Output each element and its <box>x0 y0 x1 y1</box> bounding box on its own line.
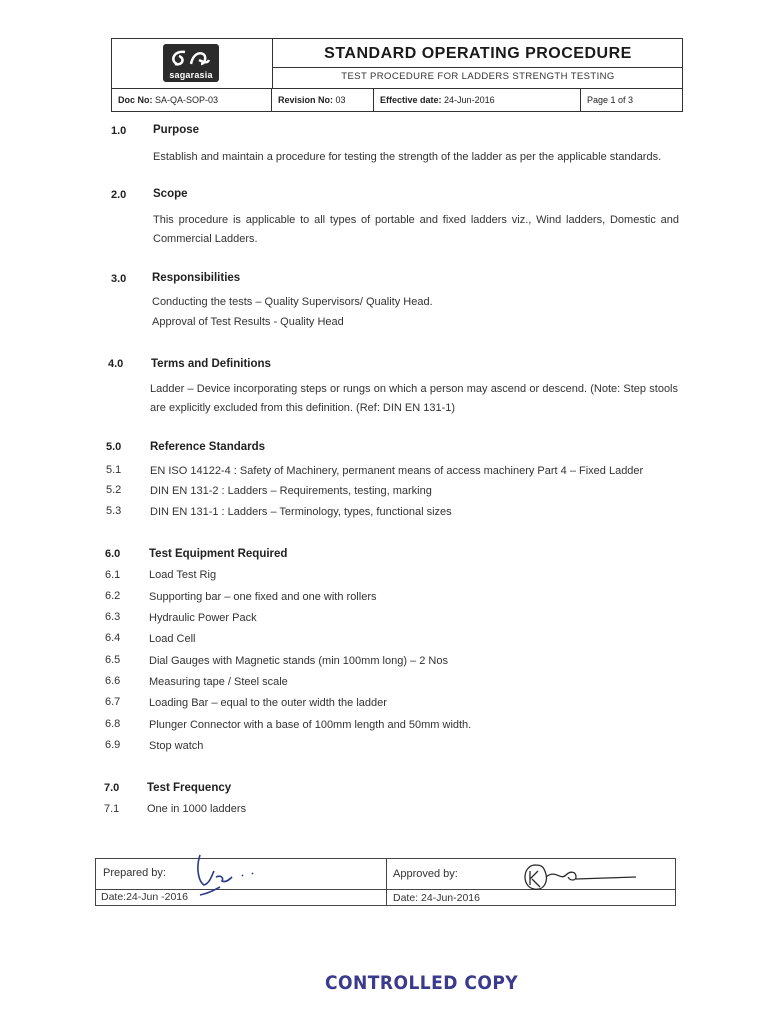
section-1-number: 1.0 <box>111 125 127 137</box>
approver-signature-icon <box>516 857 646 897</box>
section-3-title: Responsibilities <box>152 272 241 284</box>
list-item-number: 5.2 <box>106 484 122 496</box>
section-3-number: 3.0 <box>111 273 127 285</box>
section-1-title: Purpose <box>153 124 200 136</box>
list-item-number: 5.3 <box>106 505 122 517</box>
list-item-number: 6.9 <box>105 739 121 751</box>
section-4-title: Terms and Definitions <box>151 358 271 370</box>
list-item-text: EN ISO 14122-4 : Safety of Machinery, permanent means of access machinery Part 4 – Fixed Ladder <box>150 465 644 477</box>
signoff-divider <box>386 859 387 905</box>
section-3-line-1: Conducting the tests – Quality Supervisors/ Quality Head. <box>152 296 433 308</box>
effective-date: 24-Jun-2016 <box>444 95 495 105</box>
list-item-number: 6.5 <box>105 654 121 666</box>
header-info-row <box>112 88 682 112</box>
controlled-copy-stamp: CONTROLLED COPY <box>325 972 519 994</box>
prepared-date: Date:24-Jun -2016 <box>101 891 188 903</box>
section-6-title: Test Equipment Required <box>149 548 288 560</box>
list-item-text: Loading Bar – equal to the outer width the ladder <box>149 697 387 709</box>
list-item-number: 6.3 <box>105 611 121 623</box>
list-item-text: Supporting bar – one fixed and one with rollers <box>149 591 377 603</box>
header-table <box>111 38 683 112</box>
list-item-text: DIN EN 131-1 : Ladders – Terminology, types, functional sizes <box>150 506 452 518</box>
section-1-text: Establish and maintain a procedure for testing the strength of the ladder as per the applicable standards. <box>153 151 662 163</box>
revision-number: 03 <box>335 95 346 105</box>
title-divider <box>273 67 683 68</box>
signoff-table <box>95 858 676 906</box>
approved-date: Date: 24-Jun-2016 <box>393 892 480 904</box>
list-item-text: Dial Gauges with Magnetic stands (min 100mm long) – 2 Nos <box>149 655 448 667</box>
section-3-line-2: Approval of Test Results - Quality Head <box>152 316 344 328</box>
section-2-number: 2.0 <box>111 189 127 201</box>
doc-number-cell <box>112 89 272 112</box>
effective-date-label: Effective date: <box>380 95 442 105</box>
list-item-text: Hydraulic Power Pack <box>149 612 257 624</box>
section-6-number: 6.0 <box>105 548 121 560</box>
logo-cell <box>112 39 273 88</box>
list-item-text: Stop watch <box>149 740 204 752</box>
list-item-number: 6.7 <box>105 696 121 708</box>
section-2-title: Scope <box>153 188 188 200</box>
list-item-text: Measuring tape / Steel scale <box>149 676 288 688</box>
list-item-text: Plunger Connector with a base of 100mm length and 50mm width. <box>149 719 472 731</box>
section-7-title: Test Frequency <box>147 782 232 794</box>
section-5-title: Reference Standards <box>150 441 266 453</box>
doc-number: SA-QA-SOP-03 <box>155 95 219 105</box>
approved-by-label: Approved by: <box>393 868 458 880</box>
list-item-number: 6.8 <box>105 718 121 730</box>
list-item-text: Load Test Rig <box>149 569 217 581</box>
list-item-number: 6.1 <box>105 569 121 581</box>
page-number: Page 1 of 3 <box>587 95 634 105</box>
list-item-number: 6.4 <box>105 632 121 644</box>
page-number-cell <box>581 89 682 112</box>
effective-date-cell <box>374 89 581 112</box>
revision-label: Revision No: <box>278 95 334 105</box>
section-4-number: 4.0 <box>108 358 124 370</box>
doc-number-label: Doc No: <box>118 95 153 105</box>
document-subtitle: TEST PROCEDURE FOR LADDERS STRENGTH TESTING <box>341 71 615 82</box>
section-4-text: Ladder – Device incorporating steps or rungs on which a person may ascend or descend. (Note: Step stools are explicitly excluded from this definition. (Ref: DIN EN 131-1) <box>150 383 678 414</box>
list-item-number: 6.2 <box>105 590 121 602</box>
preparer-signature-icon <box>186 853 276 903</box>
list-item-number: 6.6 <box>105 675 121 687</box>
section-5-number: 5.0 <box>106 441 122 453</box>
document-title: STANDARD OPERATING PROCEDURE <box>324 45 632 62</box>
company-logo <box>163 44 219 82</box>
list-item-number: 7.1 <box>104 803 120 815</box>
revision-cell <box>272 89 374 112</box>
list-item-text: One in 1000 ladders <box>147 803 247 815</box>
list-item-text: Load Cell <box>149 633 196 645</box>
list-item-text: DIN EN 131-2 : Ladders – Requirements, testing, marking <box>150 485 432 497</box>
section-2-text: This procedure is applicable to all types of portable and fixed ladders viz., Wind ladders, Domestic and Commercial Ladders. <box>153 214 679 245</box>
section-7-number: 7.0 <box>104 782 120 794</box>
prepared-by-label: Prepared by: <box>103 867 166 879</box>
list-item-number: 5.1 <box>106 464 122 476</box>
logo-text: sagarasia <box>169 70 213 80</box>
